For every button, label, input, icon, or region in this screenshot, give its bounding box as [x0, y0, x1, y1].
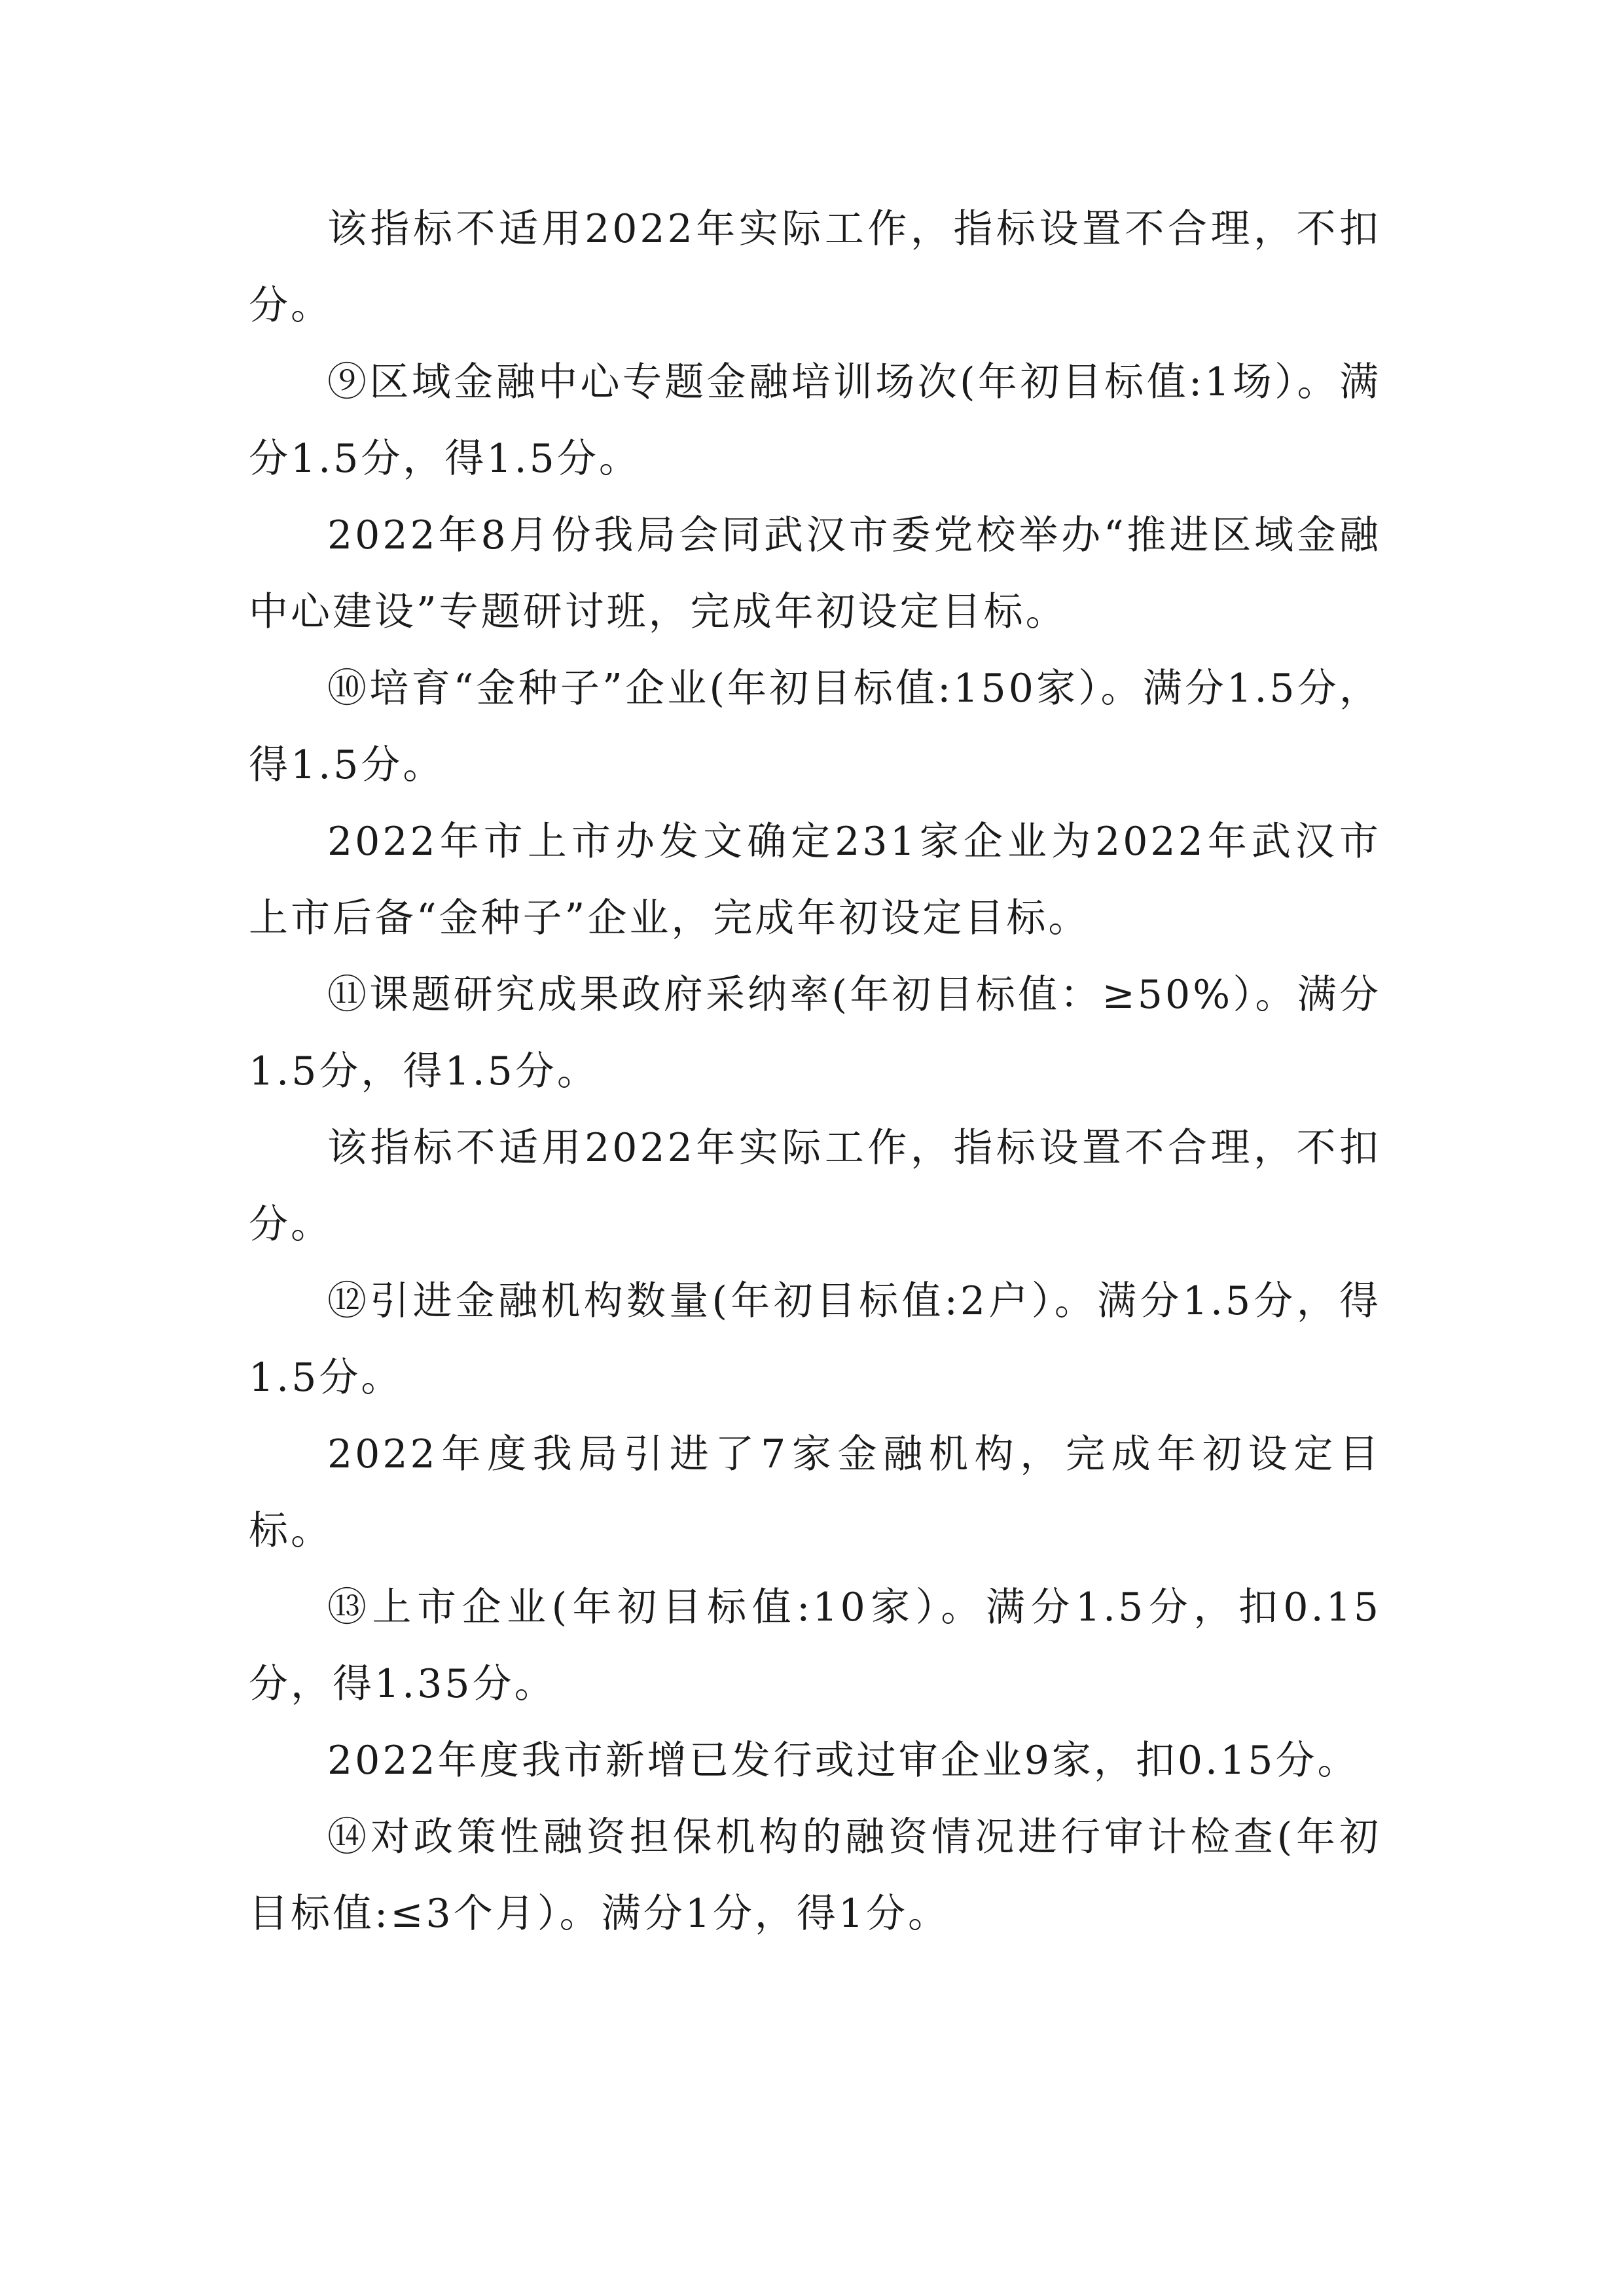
paragraph-item-12-financial-institutions: ⑫引进金融机构数量(年初目标值:2户）。满分1.5分，得1.5分。 [249, 1278, 1381, 1401]
document-body [249, 191, 1381, 1952]
paragraph-item-13-listed-companies: ⑬上市企业(年初目标值:10家）。满分1.5分，扣0.15分，得1.35分。 [249, 1585, 1381, 1707]
paragraph-item-11-adoption-rate: ⑪课题研究成果政府采纳率(年初目标值：≥50%）。满分1.5分，得1.5分。 [249, 972, 1381, 1094]
paragraph-item-12-explanation: 2022年度我局引进了7家金融机构，完成年初设定目标。 [249, 1431, 1381, 1554]
paragraph-item-10-explanation: 2022年市上市办发文确定231家企业为2022年武汉市上市后备“金种子”企业，完成年初设定目标。 [249, 819, 1381, 941]
paragraph-item-13-explanation: 2022年度我市新增已发行或过审企业9家，扣0.15分。 [327, 1738, 1360, 1784]
paragraph-item-14-audit-inspection: ⑭对政策性融资担保机构的融资情况进行审计检查(年初目标值:≤3个月）。满分1分，得1分。 [249, 1814, 1381, 1937]
paragraph-item-9-explanation: 2022年8月份我局会同武汉市委党校举办“推进区域金融中心建设”专题研讨班，完成年初设定目标。 [249, 512, 1381, 635]
paragraph-item-10-golden-seed: ⑩培育“金种子”企业(年初目标值:150家）。满分1.5分，得1.5分。 [249, 666, 1381, 788]
paragraph-indicator-not-applicable-2: 该指标不适用2022年实际工作，指标设置不合理，不扣分。 [249, 1125, 1381, 1247]
paragraph-item-9-training-sessions: ⑨区域金融中心专题金融培训场次(年初目标值:1场）。满分1.5分，得1.5分。 [249, 359, 1381, 482]
paragraph-indicator-not-applicable-1: 该指标不适用2022年实际工作，指标设置不合理，不扣分。 [249, 206, 1381, 329]
